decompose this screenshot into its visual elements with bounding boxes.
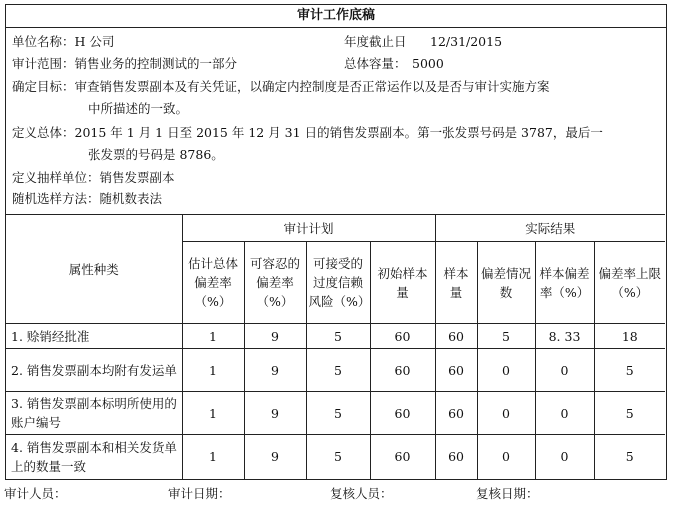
working-paper xyxy=(5,4,667,480)
info-row-definition xyxy=(12,123,660,143)
scope-label: 审计范围： xyxy=(12,56,75,71)
table-row xyxy=(6,435,665,479)
method-value: 随机数表法 xyxy=(99,191,163,206)
cell: 0 xyxy=(477,435,535,479)
cell: 5 xyxy=(306,392,370,435)
cell: 60 xyxy=(370,324,435,349)
cell: 9 xyxy=(244,349,306,392)
info-row-objective-cont xyxy=(88,99,660,119)
cell: 60 xyxy=(435,349,477,392)
cell: 5 xyxy=(594,435,665,479)
row-attr: 1. 赊销经批准 xyxy=(6,324,182,349)
cell: 9 xyxy=(244,392,306,435)
table-row xyxy=(6,392,665,435)
audit-date-label: 审计日期： xyxy=(168,486,231,501)
auditor-label: 审计人员： xyxy=(4,486,67,501)
info-row-sampling-unit xyxy=(12,168,660,188)
cell: 60 xyxy=(435,324,477,349)
cell: 60 xyxy=(370,349,435,392)
cell: 0 xyxy=(477,392,535,435)
cell: 1 xyxy=(182,435,244,479)
cell: 0 xyxy=(477,349,535,392)
population-value: 5000 xyxy=(412,56,444,71)
sub-header: 样本偏差率（%） xyxy=(535,242,594,324)
info-row-method xyxy=(12,189,660,209)
cell: 1 xyxy=(182,349,244,392)
info-row-definition-cont xyxy=(88,145,660,165)
objective-value-line1: 审查销售发票副本及有关凭证，以确定内控制度是否正常运作以及是否与审计实施方案 xyxy=(74,79,550,94)
table-row xyxy=(6,349,665,392)
cell: 0 xyxy=(535,349,594,392)
year-end-label: 年度截止日 xyxy=(344,34,407,49)
cell: 5 xyxy=(306,324,370,349)
row-attr: 4. 销售发票副本和相关发货单上的数量一致 xyxy=(6,435,182,479)
definition-value-line1: 2015 年 1 月 1 日至 2015 年 12 月 31 日的销售发票副本。第一张发票号码是 3787，最后一 xyxy=(74,125,603,140)
scope-value: 销售业务的控制测试的一部分 xyxy=(74,56,238,71)
sub-header: 偏差率上限（%） xyxy=(594,242,665,324)
objective-value-line2: 中所描述的一致。 xyxy=(88,101,189,116)
sampling-unit-value: 销售发票副本 xyxy=(99,170,175,185)
population-label: 总体容量： xyxy=(344,56,407,71)
unit-value: H 公司 xyxy=(74,34,115,49)
cell: 1 xyxy=(182,392,244,435)
cell: 5 xyxy=(594,349,665,392)
method-label: 随机选样方法： xyxy=(12,191,100,206)
result-header: 实际结果 xyxy=(435,215,665,242)
row-attr: 3. 销售发票副本标明所使用的账户编号 xyxy=(6,392,182,435)
sub-header: 估计总体偏差率（%） xyxy=(182,242,244,324)
cell: 5 xyxy=(306,349,370,392)
cell: 60 xyxy=(435,392,477,435)
definition-label: 定义总体： xyxy=(12,125,75,140)
sub-header: 样本量 xyxy=(435,242,477,324)
row-attr: 2. 销售发票副本均附有发运单 xyxy=(6,349,182,392)
cell: 60 xyxy=(370,392,435,435)
table-row xyxy=(6,324,665,349)
review-date-label: 复核日期： xyxy=(476,486,539,501)
info-row-unit xyxy=(12,32,660,52)
definition-value-line2: 张发票的号码是 8786。 xyxy=(88,147,224,162)
cell: 0 xyxy=(535,392,594,435)
cell: 9 xyxy=(244,324,306,349)
sampling-unit-label: 定义抽样单位： xyxy=(12,170,100,185)
info-row-scope xyxy=(12,54,660,74)
cell: 8. 33 xyxy=(535,324,594,349)
plan-header: 审计计划 xyxy=(182,215,435,242)
info-row-objective xyxy=(12,77,660,97)
cell: 5 xyxy=(306,435,370,479)
cell: 5 xyxy=(594,392,665,435)
cell: 9 xyxy=(244,435,306,479)
sub-header: 可容忍的偏差率（%） xyxy=(244,242,306,324)
sub-header: 初始样本量 xyxy=(370,242,435,324)
year-end-value: 12/31/2015 xyxy=(430,34,503,49)
document-title: 审计工作底稿 xyxy=(6,5,666,28)
attr-header: 属性种类 xyxy=(6,215,182,324)
cell: 0 xyxy=(535,435,594,479)
cell: 5 xyxy=(477,324,535,349)
cell: 1 xyxy=(182,324,244,349)
reviewer-label: 复核人员： xyxy=(330,486,393,501)
sub-header: 可接受的过度信赖风险（%） xyxy=(306,242,370,324)
objective-label: 确定目标： xyxy=(12,79,75,94)
cell: 60 xyxy=(370,435,435,479)
unit-label: 单位名称： xyxy=(12,34,75,49)
cell: 18 xyxy=(594,324,665,349)
sub-header: 偏差情况数 xyxy=(477,242,535,324)
sampling-table xyxy=(6,214,665,479)
cell: 60 xyxy=(435,435,477,479)
